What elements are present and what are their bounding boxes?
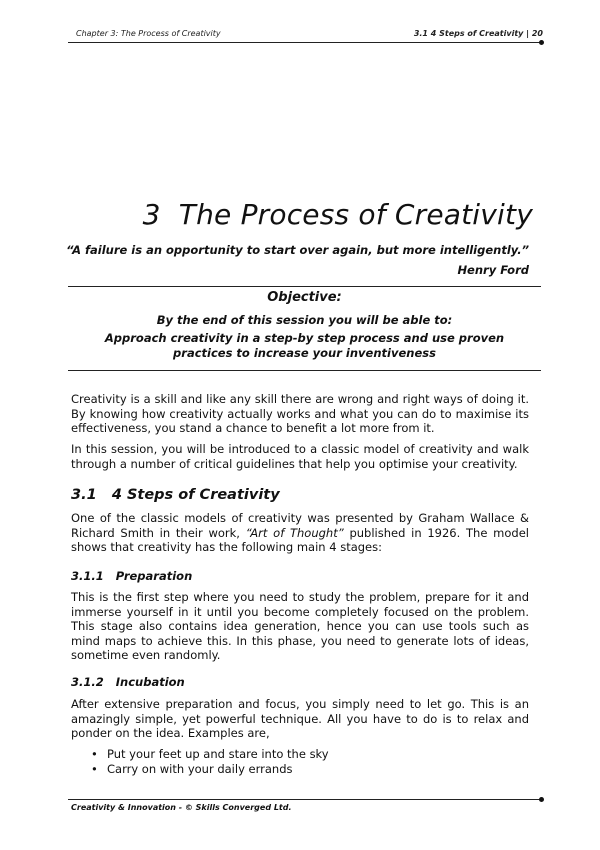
section-paragraph-part-2: published in 1926. The model shows that creativity has the following main 4 stages:: [71, 525, 529, 554]
intro-paragraph-2: In this session, you will be introduced to a classic model of creativity and walk through a number of critical guidelines that help you optimise your creativity.: [71, 442, 529, 471]
subsection-heading-incubation: 3.1.2 Incubation: [71, 675, 185, 689]
footer-rule: [68, 799, 541, 800]
objective-top-rule: [68, 286, 541, 287]
chapter-title: 3 The Process of Creativity: [142, 198, 533, 231]
list-item: • Carry on with your daily errands: [89, 762, 329, 777]
section-paragraph: [71, 511, 529, 555]
header-chapter-label: Chapter 3: The Process of Creativity: [76, 29, 221, 38]
incubation-paragraph: After extensive preparation and focus, you simply need to let go. This is an amazingly simple, yet powerful technique. All you have to do is to relax and ponder on the idea. Examples are,: [71, 697, 529, 740]
objective-bottom-rule: [68, 370, 541, 371]
intro-paragraph-1: Creativity is a skill and like any skill there are wrong and right ways of doing it. By knowing how creativity actually works and what you can do to maximise its effectiveness, you stand a chance to benefit a lot more from it.: [71, 392, 529, 435]
objective-intro: By the end of this session you will be able to:: [156, 313, 453, 327]
work-title: “Art of Thought”: [245, 525, 344, 540]
subsection-heading-preparation: 3.1.1 Preparation: [71, 569, 193, 583]
incubation-examples-list: [89, 747, 329, 777]
footer-rule-dot: [539, 797, 544, 802]
preparation-paragraph: This is the first step where you need to study the problem, prepare for it and immerse yourself in it until you become completely focused on the problem. This stage also contains idea generation, hence you can use tools such as mind maps to achieve this. In this phase, you need to generate lots of ideas, sometime even randomly.: [71, 590, 529, 662]
header-rule: [68, 42, 541, 43]
section-paragraph-part-1: One of the classic models of creativity was presented by Graham Wallace & Richard Smith in their work,: [71, 511, 529, 540]
quote-author: Henry Ford: [457, 263, 529, 277]
chapter-quote: “A failure is an opportunity to start over again, but more intelligently.”: [66, 243, 529, 257]
objective-goal: Approach creativity in a step-by step process and use proven practices to increase your inventiveness: [104, 331, 505, 360]
section-heading: 3.1 4 Steps of Creativity: [71, 487, 280, 503]
list-item: • Put your feet up and stare into the sky: [89, 747, 329, 762]
objective-heading: Objective:: [267, 290, 342, 305]
header-section-page-label: 3.1 4 Steps of Creativity | 20: [413, 29, 543, 38]
header-rule-dot: [539, 40, 544, 45]
footer-copyright: Creativity & Innovation - © Skills Converged Ltd.: [71, 803, 292, 812]
